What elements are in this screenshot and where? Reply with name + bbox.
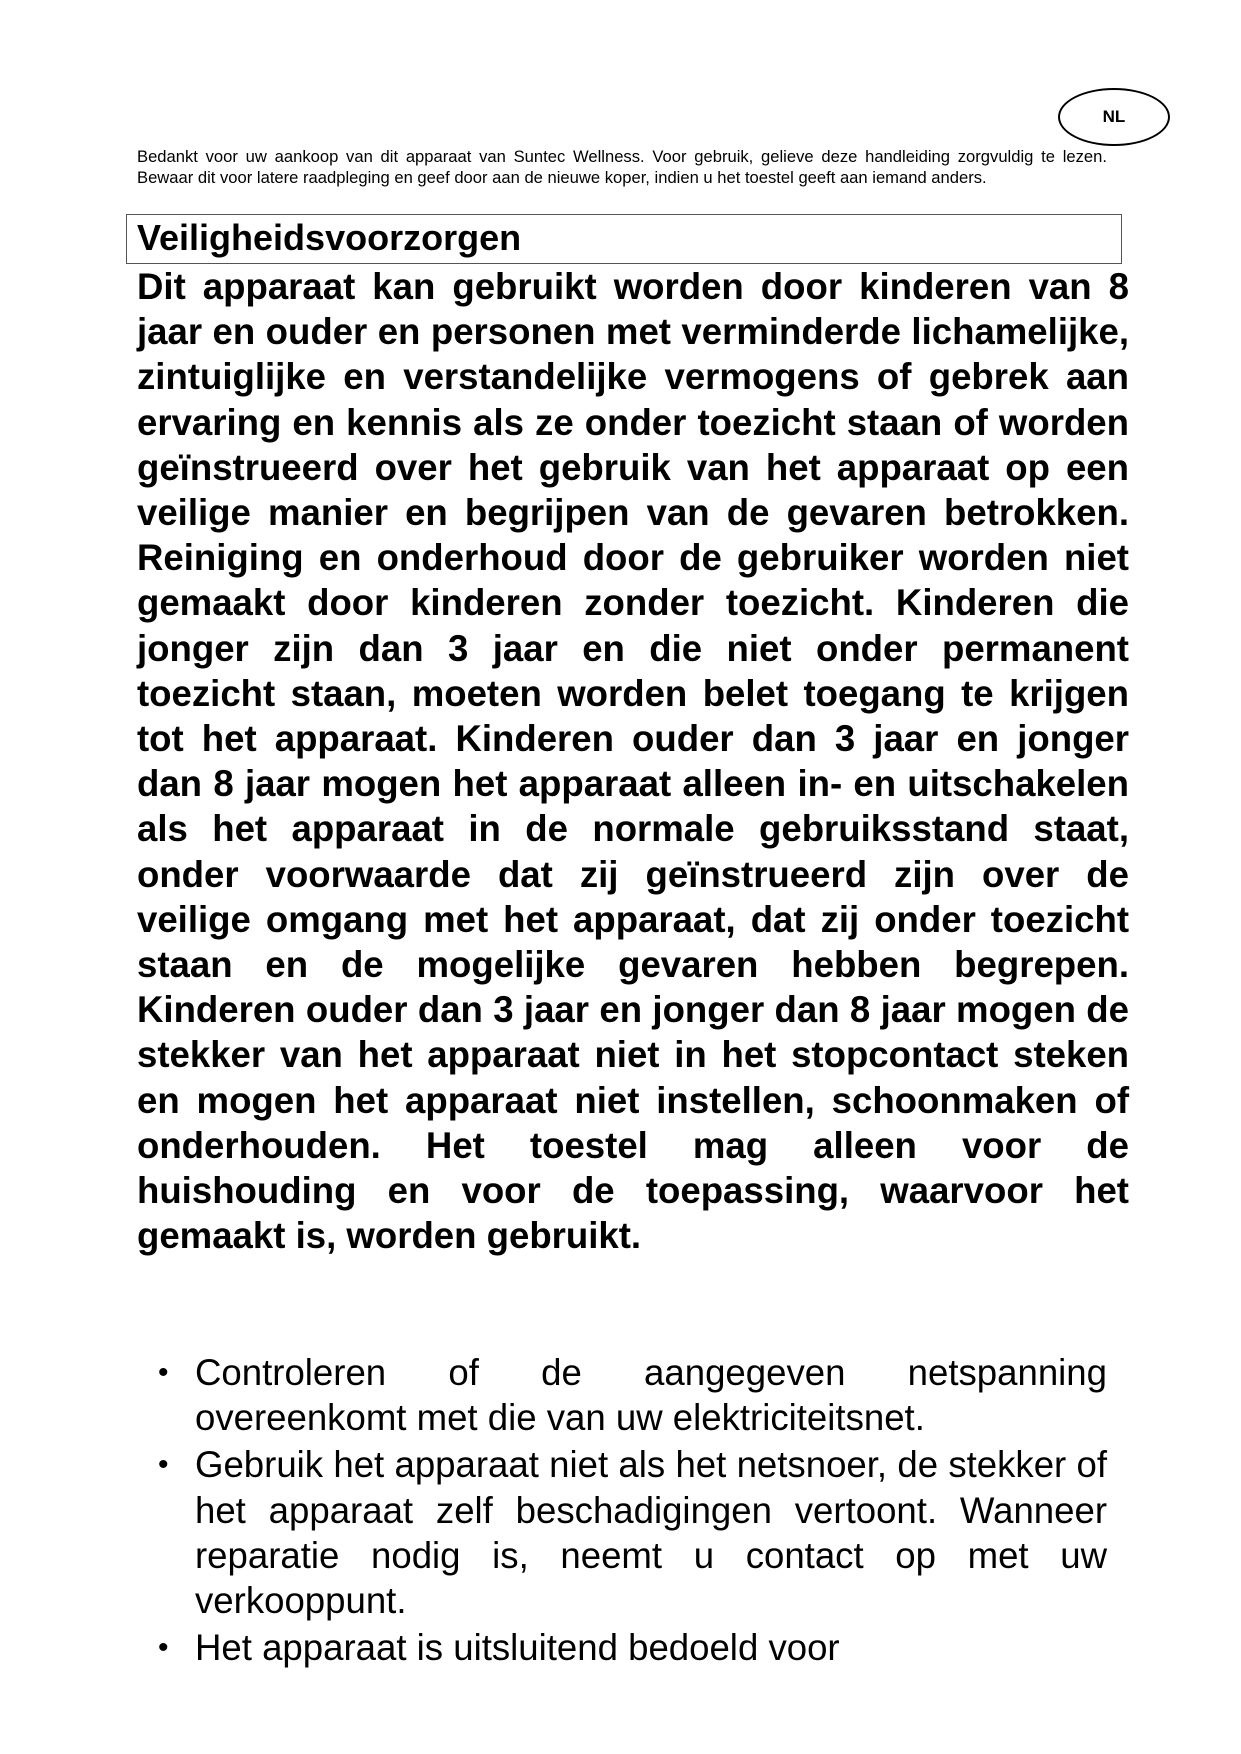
bullet-text: Gebruik het apparaat niet als het netsnoer, de stekker of het apparaat zelf beschadigingen vertoont. Wanneer reparatie nodig is, neemt u contact op met uw verkooppunt. bbox=[195, 1444, 1107, 1622]
intro-paragraph: Bedankt voor uw aankoop van dit apparaat van Suntec Wellness. Voor gebruik, gelieve deze handleiding zorgvuldig te lezen. Bewaar dit voor latere raadpleging en geef door aan de nieuwe koper, indien u het toestel geeft aan iemand anders. bbox=[137, 147, 1107, 187]
bullet-icon: • bbox=[158, 1631, 169, 1665]
safety-warning-paragraph: Dit apparaat kan gebruikt worden door kinderen van 8 jaar en ouder en personen met verminderde lichamelijke, zintuiglijke en verstandelijke vermogens of gebrek aan ervaring en kennis als ze onder toezicht staan of worden geïnstrueerd over het gebruik van het apparaat op een veilige manier en begrijpen van de gevaren betrokken. Reiniging en onderhoud door de gebruiker worden niet gemaakt door kinderen zonder toezicht. Kinderen die jonger zijn dan 3 jaar en die niet onder permanent toezicht staan, moeten worden belet toegang te krijgen tot het apparaat. Kinderen ouder dan 3 jaar en jonger dan 8 jaar mogen het apparaat alleen in- en uitschakelen als het apparaat in de normale gebruiksstand staat, onder voorwaarde dat zij geïnstrueerd zijn over de veilige omgang met het apparaat, dat zij onder toezicht staan en de mogelijke gevaren hebben begrepen. Kinderen ouder dan 3 jaar en jonger dan 8 jaar mogen de stekker van het apparaat niet in het stopcontact steken en mogen het apparaat niet instellen, schoonmaken of onderhouden. Het toestel mag alleen voor de huishouding en voor de toepassing, waarvoor het gemaakt is, worden gebruikt. bbox=[137, 266, 1129, 1257]
list-item bbox=[155, 1442, 1107, 1623]
language-badge-label: NL bbox=[1102, 107, 1126, 126]
bullet-text: Controleren of de aangegeven netspanning overeenkomt met die van uw elektriciteitsnet. bbox=[195, 1352, 1107, 1439]
bullet-text: Het apparaat is uitsluitend bedoeld voor bbox=[195, 1627, 840, 1669]
language-badge bbox=[1058, 88, 1170, 146]
list-item bbox=[155, 1625, 1107, 1670]
safety-bullet-list bbox=[155, 1350, 1107, 1672]
bullet-icon: • bbox=[158, 1448, 169, 1482]
list-item bbox=[155, 1350, 1107, 1440]
section-title: Veiligheidsvoorzorgen bbox=[137, 217, 522, 258]
bullet-icon: • bbox=[158, 1356, 169, 1389]
